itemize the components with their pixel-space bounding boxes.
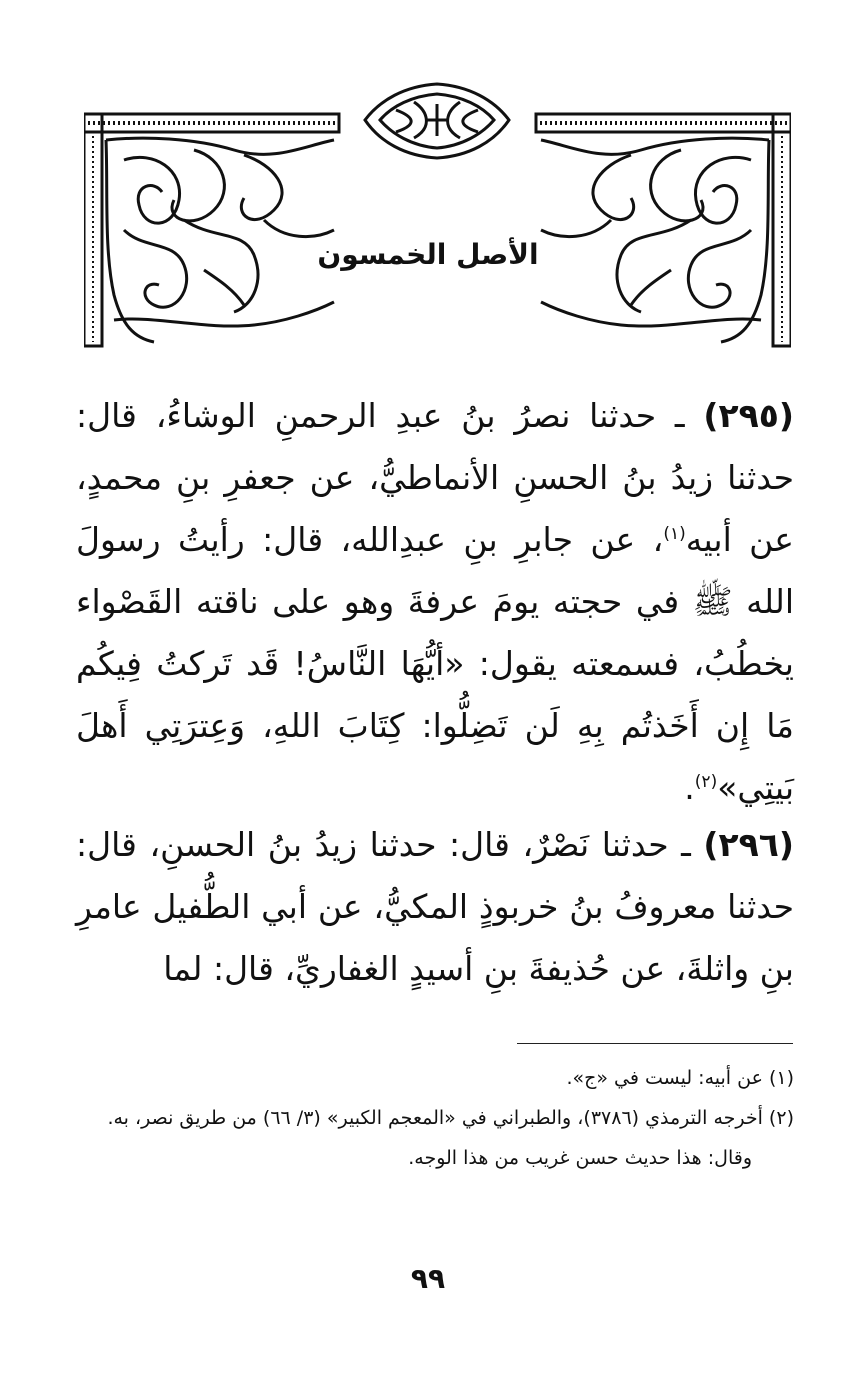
page-number: ٩٩ bbox=[410, 1262, 446, 1295]
hadith-text: . bbox=[684, 768, 695, 807]
hadith-296-paragraph bbox=[76, 814, 794, 1000]
footnote-ref: (١) bbox=[663, 524, 686, 544]
hadith-number: (٢٩٦) bbox=[703, 825, 794, 864]
hadith-295-paragraph bbox=[76, 385, 794, 819]
footnote-separator bbox=[517, 1043, 793, 1044]
footnote-1: (١) عن أبيه: ليست في «ج». bbox=[566, 1067, 794, 1089]
footnote-2: (٢) أخرجه الترمذي (٣٧٨٦)، والطبراني في «المعجم الكبير» (٣/ ٦٦) من طريق نصر، به. bbox=[107, 1107, 794, 1129]
ornamental-header-frame bbox=[84, 80, 791, 348]
hadith-text: ـ حدثنا نصرُ بنُ عبدِ الرحمنِ الوشاءُ، قال: حدثنا زيدُ بنُ الحسنِ الأنماطيُّ، عن جعفرِ بنِ محمدٍ، عن أبيه bbox=[76, 396, 794, 559]
footnote-ref: (٢) bbox=[694, 772, 718, 792]
section-title: الأصل الخمسون bbox=[317, 238, 539, 271]
footnote-2-note: وقال: هذا حديث حسن غريب من هذا الوجه. bbox=[408, 1147, 752, 1169]
hadith-text: ـ حدثنا نَصْرٌ، قال: حدثنا زيدُ بنُ الحسنِ، قال: حدثنا معروفُ بنُ خربوذٍ المكيُّ، عن أبي الطُّفيل عامرِ بنِ واثلةَ، عن حُذيفةَ بنِ أسيدٍ الغفاريِّ، قال: لما bbox=[76, 825, 794, 988]
footnotes bbox=[78, 1058, 794, 1178]
hadith-number: (٢٩٥) bbox=[703, 396, 794, 435]
hadith-text: ، عن جابرِ بنِ عبدِالله، قال: رأيتُ رسولَ الله ﷺ في حجته يومَ عرفةَ وهو على ناقته القَصْواء يخطُبُ، فسمعته يقول: «أيُّهَا النَّاسُ! قَد تَركتُ فِيكُم مَا إِن أَخَذتُم بِهِ لَن تَضِلُّوا: كِتَابَ اللهِ، وَعِترَتِي أَهلَ بَيتِي» bbox=[76, 520, 794, 807]
